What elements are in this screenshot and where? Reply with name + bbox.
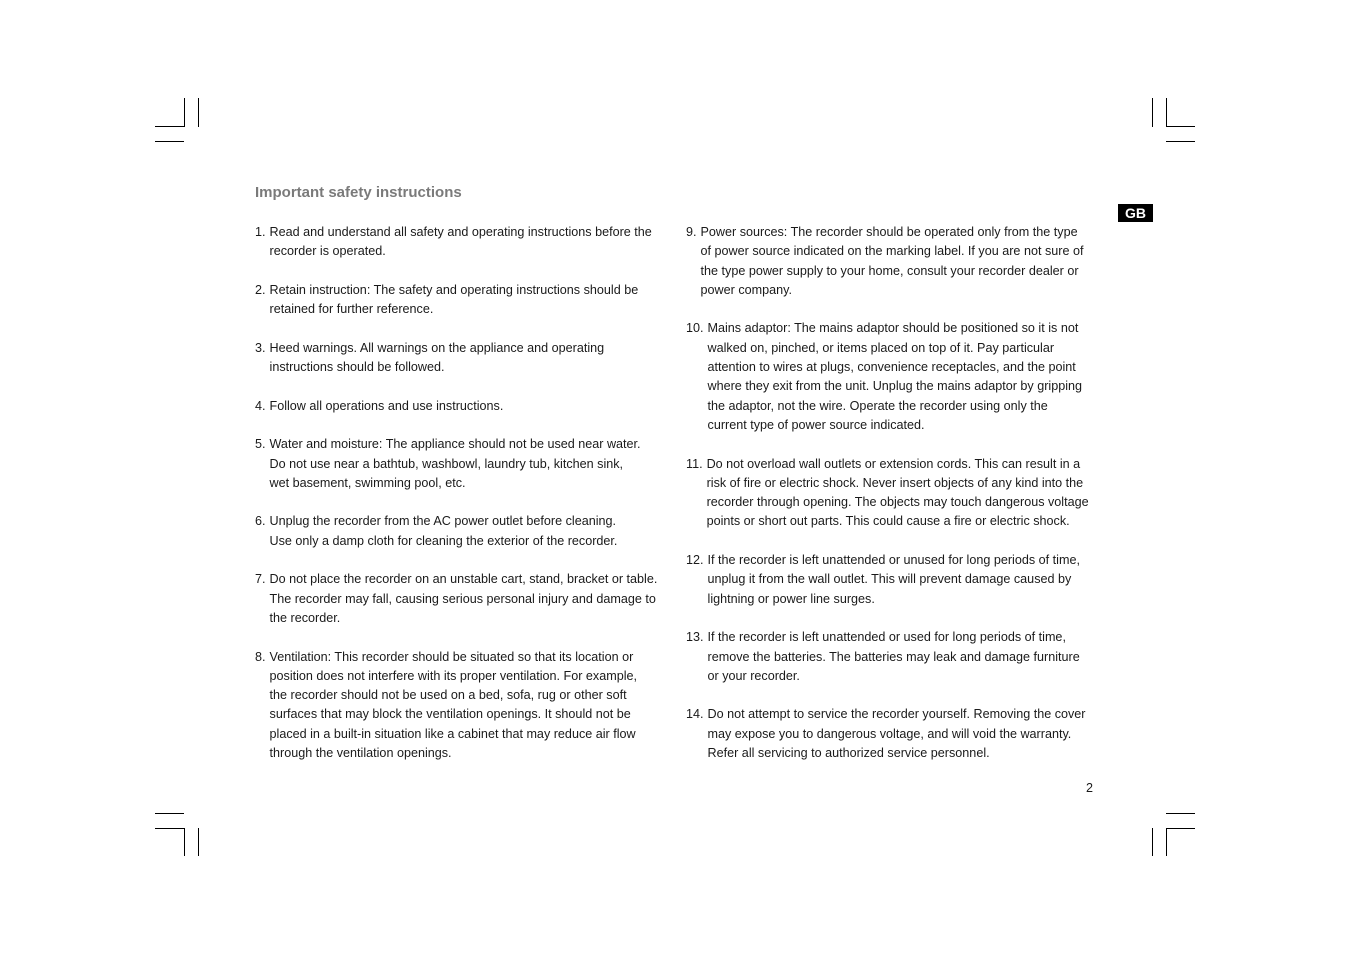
instruction-number: 13.	[686, 630, 704, 645]
instruction-number: 8.	[255, 649, 266, 664]
crop-mark	[155, 813, 184, 814]
instruction-item	[686, 705, 1106, 763]
instruction-text	[707, 455, 1106, 532]
instruction-item	[255, 435, 675, 493]
instruction-line: power company.	[700, 282, 792, 297]
instruction-line: Retain instruction: The safety and operating instructions should be	[269, 282, 639, 297]
instruction-line: risk of fire or electric shock. Never insert objects of any kind into the	[706, 475, 1084, 490]
crop-mark	[1166, 813, 1195, 814]
instruction-line: Refer all servicing to authorized service personnel.	[707, 746, 990, 761]
instruction-line: wet basement, swimming pool, etc.	[269, 475, 466, 490]
instruction-line: where they exit from the unit. Unplug the mains adaptor by gripping	[707, 379, 1083, 394]
instruction-item	[255, 339, 675, 378]
instruction-line: Do not place the recorder on an unstable cart, stand, bracket or table.	[269, 572, 658, 587]
instruction-line: Power sources: The recorder should be operated only from the type	[700, 225, 1078, 239]
instruction-text	[708, 628, 1106, 686]
instruction-number: 12.	[686, 553, 704, 568]
instruction-number: 14.	[686, 707, 704, 722]
instruction-line: recorder through opening. The objects may touch dangerous voltage	[706, 495, 1089, 510]
instructions-column-right	[686, 223, 1106, 783]
instruction-line: Water and moisture: The appliance should not be used near water.	[269, 437, 641, 452]
instruction-number: 2.	[255, 282, 266, 297]
instruction-line: through the ventilation openings.	[269, 746, 452, 761]
instruction-text	[270, 281, 675, 320]
crop-mark	[155, 141, 184, 142]
instruction-line: retained for further reference.	[269, 302, 434, 317]
instruction-text	[270, 435, 675, 493]
crop-mark	[1152, 98, 1153, 127]
instruction-text	[701, 223, 1106, 300]
instruction-item	[255, 570, 675, 628]
instruction-number: 6.	[255, 514, 266, 529]
instruction-line: may expose you to dangerous voltage, and will void the warranty.	[707, 726, 1072, 741]
instruction-line: placed in a built-in situation like a cabinet that may reduce air flow	[269, 726, 636, 741]
instruction-line: If the recorder is left unattended or unused for long periods of time,	[707, 553, 1080, 568]
instruction-line: Mains adaptor: The mains adaptor should be positioned so it is not	[707, 321, 1079, 336]
instruction-line: the type power supply to your home, consult your recorder dealer or	[700, 263, 1079, 278]
instruction-number: 3.	[255, 340, 266, 355]
crop-mark	[155, 828, 184, 829]
crop-mark	[1152, 828, 1153, 856]
instruction-line: Do not use near a bathtub, washbowl, laundry tub, kitchen sink,	[269, 456, 624, 471]
instruction-line: Do not attempt to service the recorder yourself. Removing the cover	[707, 707, 1086, 722]
instruction-item	[686, 223, 1106, 300]
instruction-number: 4.	[255, 398, 266, 413]
instruction-text	[270, 223, 675, 262]
instruction-line: points or short out parts. This could cause a fire or electric shock.	[706, 514, 1070, 529]
instruction-number: 7.	[255, 572, 266, 587]
language-badge: GB	[1118, 204, 1153, 222]
instruction-item	[686, 551, 1106, 609]
crop-mark	[1166, 828, 1167, 856]
crop-mark	[1166, 828, 1195, 829]
instruction-line: remove the batteries. The batteries may leak and damage furniture	[707, 649, 1080, 664]
instruction-line: Heed warnings. All warnings on the appliance and operating	[269, 340, 605, 355]
crop-mark	[184, 98, 185, 127]
instruction-item	[255, 281, 675, 320]
instruction-line: recorder is operated.	[269, 244, 386, 259]
instruction-text	[270, 512, 675, 551]
instruction-item	[686, 319, 1106, 435]
instruction-text	[708, 319, 1106, 435]
instruction-line: current type of power source indicated.	[707, 417, 925, 432]
crop-mark	[1166, 126, 1195, 127]
instruction-line: unplug it from the wall outlet. This will prevent damage caused by	[707, 572, 1072, 587]
instruction-line: attention to wires at plugs, convenience receptacles, and the point	[707, 360, 1076, 375]
instructions-column-left	[255, 223, 675, 783]
instruction-number: 9.	[686, 225, 697, 239]
crop-mark	[198, 98, 199, 127]
instruction-text	[708, 705, 1106, 763]
crop-mark	[1166, 141, 1195, 142]
instruction-item	[255, 648, 675, 764]
instruction-line: position does not interfere with its proper ventilation. For example,	[269, 668, 638, 683]
instruction-line: The recorder may fall, causing serious personal injury and damage to	[269, 591, 656, 606]
instruction-item	[255, 397, 675, 416]
instruction-item	[255, 512, 675, 551]
instruction-line: If the recorder is left unattended or used for long periods of time,	[707, 630, 1066, 645]
instruction-line: surfaces that may block the ventilation openings. It should not be	[269, 707, 631, 722]
instruction-line: walked on, pinched, or items placed on top of it. Pay particular	[707, 340, 1055, 355]
instruction-number: 10.	[686, 321, 704, 336]
instruction-line: Unplug the recorder from the AC power outlet before cleaning.	[269, 514, 617, 529]
crop-mark	[1166, 98, 1167, 127]
instruction-item	[686, 455, 1106, 532]
instruction-text	[270, 339, 675, 378]
instruction-number: 5.	[255, 437, 266, 452]
instruction-line: or your recorder.	[707, 668, 800, 683]
instruction-line: instructions should be followed.	[269, 360, 445, 375]
page-title: Important safety instructions	[255, 184, 462, 201]
instruction-line: Use only a damp cloth for cleaning the exterior of the recorder.	[269, 533, 618, 548]
instruction-item	[686, 628, 1106, 686]
instruction-item	[255, 223, 675, 262]
instruction-text	[270, 570, 675, 628]
instruction-text	[270, 397, 675, 416]
instruction-number: 11.	[686, 456, 703, 471]
instruction-line: lightning or power line surges.	[707, 591, 875, 606]
instruction-text	[708, 551, 1106, 609]
crop-mark	[155, 126, 184, 127]
crop-mark	[184, 828, 185, 856]
instruction-line: the recorder should not be used on a bed, sofa, rug or other soft	[269, 688, 627, 703]
instruction-line: Do not overload wall outlets or extension cords. This can result in a	[706, 456, 1081, 471]
instruction-line: the recorder.	[269, 610, 341, 625]
instruction-line: Ventilation: This recorder should be situated so that its location or	[269, 649, 634, 664]
instruction-line: the adaptor, not the wire. Operate the recorder using only the	[707, 398, 1048, 413]
instruction-number: 1.	[255, 225, 266, 239]
instruction-text	[270, 648, 675, 764]
crop-mark	[198, 828, 199, 856]
instruction-line: Follow all operations and use instructions.	[269, 398, 504, 413]
page-number: 2	[1086, 781, 1094, 795]
instruction-line: Read and understand all safety and operating instructions before the	[269, 225, 652, 239]
instruction-line: of power source indicated on the marking label. If you are not sure of	[700, 244, 1084, 259]
